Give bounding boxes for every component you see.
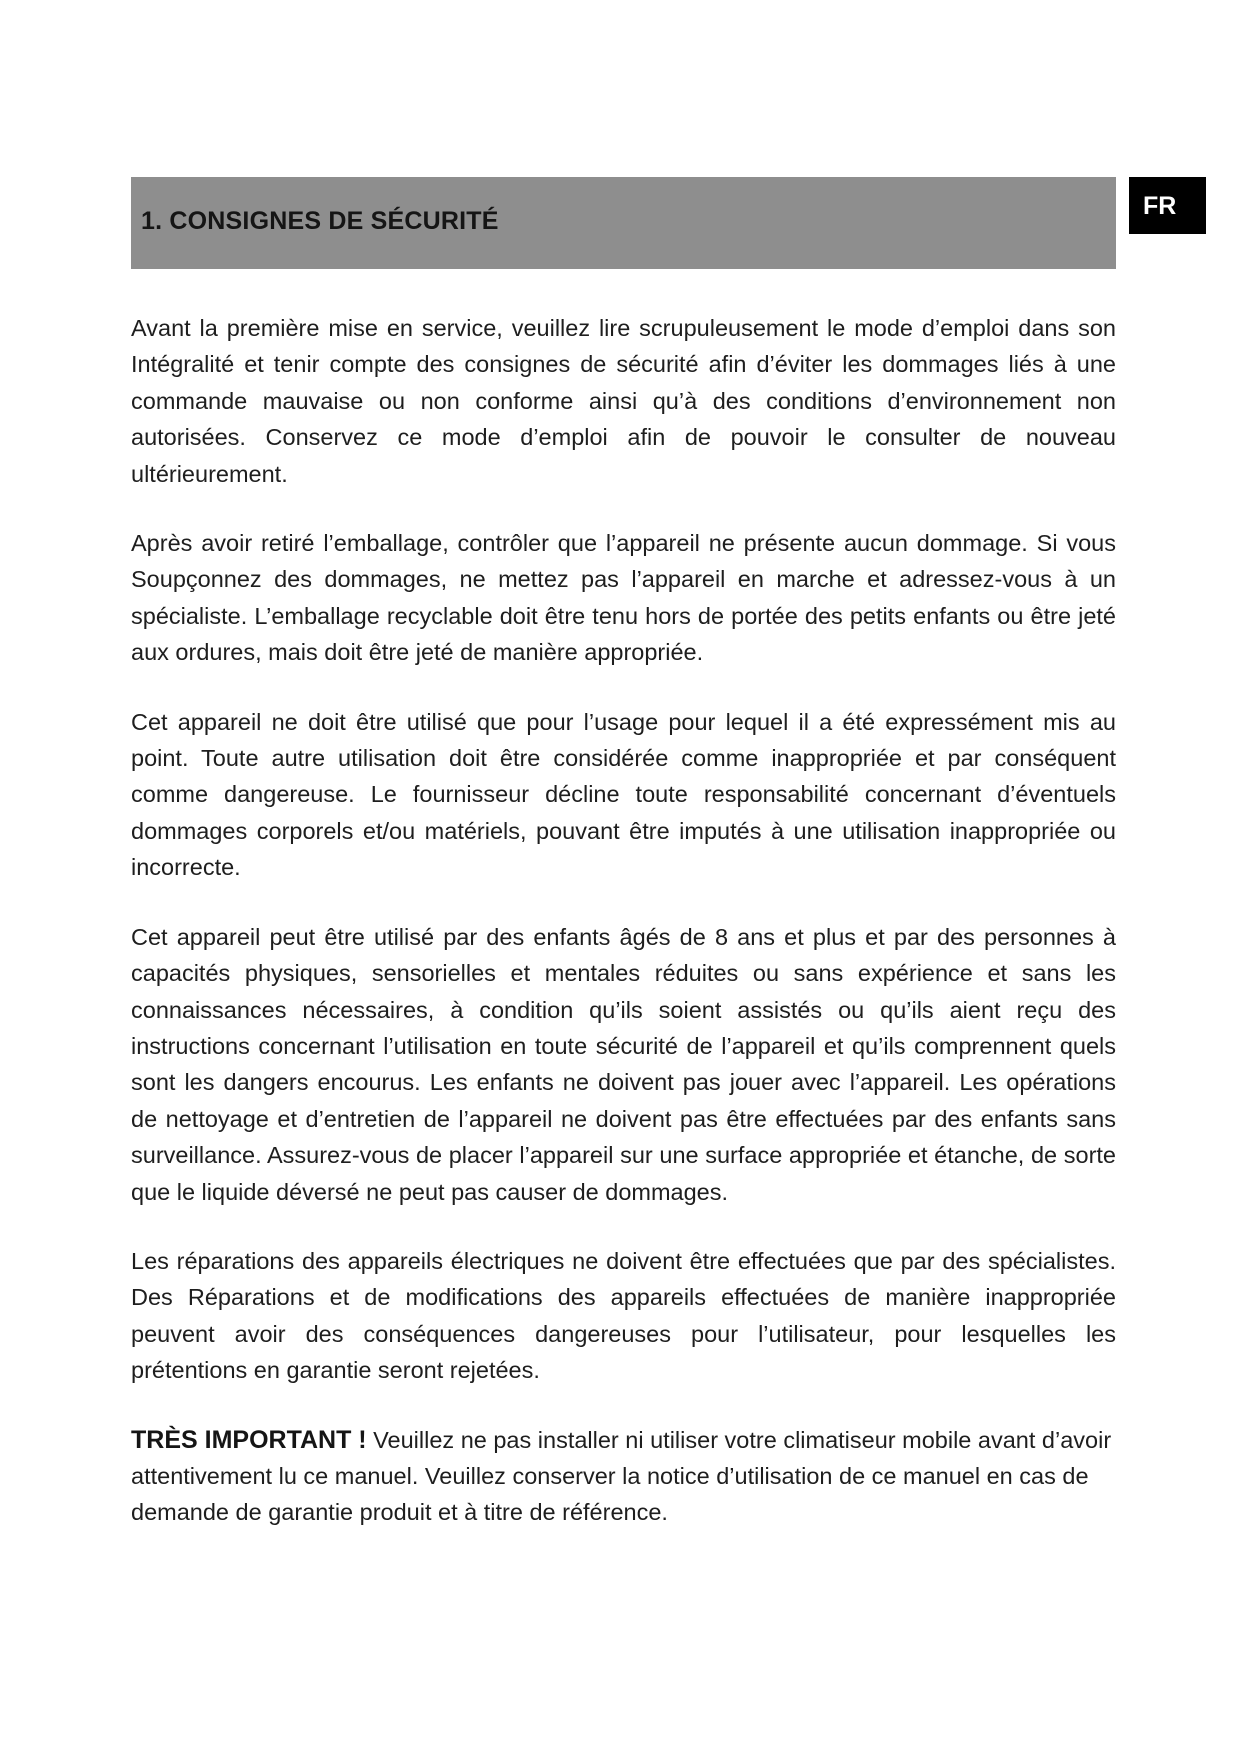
important-text: Veuillez ne pas installer ni utiliser votre climatiseur mobile avant d’avoir attentivement lu ce manuel. Veuillez conserver la notice d’utilisation de ce manuel en cas de demande de garantie produit et à titre de référence. [131,1426,1112,1526]
section-title: 1. CONSIGNES DE SÉCURITÉ [141,207,499,235]
paragraph-first-use: Avant la première mise en service, veuillez lire scrupuleusement le mode d’emploi dans son Intégralité et tenir compte des consignes de sécurité afin d’éviter les dommages liés à une commande mauvaise ou non conforme ainsi qu’à des conditions d’environnement non autorisées. Conservez ce mode d’emploi afin de pouvoir le consulter de nouveau ultérieurement. [131,315,1116,487]
paragraph-important [131,1422,1116,1531]
paragraph-packaging: Après avoir retiré l’emballage, contrôler que l’appareil ne présente aucun dommage. Si vous Soupçonnez des dommages, ne mettez pas l’appareil en marche et adressez-vous à un spécialiste. L’emballage recyclable doit être tenu hors de portée des petits enfants ou être jeté aux ordures, mais doit être jeté de manière appropriée. [131,530,1116,666]
body-content [131,310,1116,1564]
paragraph-repairs: Les réparations des appareils électriques ne doivent être effectuées que par des spécialistes. Des Réparations et de modifications des appareils effectuées de manière inappropriée peuvent avoir des conséquences dangereuses pour l’utilisateur, pour lesquelles les prétentions en garantie seront rejetées. [131,1247,1116,1384]
paragraph-children-safety: Cet appareil peut être utilisé par des enfants âgés de 8 ans et plus et par des personnes à capacités physiques, sensorielles et mentales réduites ou sans expérience et sans les connaissances nécessaires, à condition qu’ils soient assistés ou qu’ils aient reçu des instructions concernant l’utilisation en toute sécurité de l’appareil et qu’ils comprennent quels sont les dangers encourus. Les enfants ne doivent pas jouer avec l’appareil. Les opérations de nettoyage et d’entretien de l’appareil ne doivent pas être effectuées par des enfants sans surveillance. Assurez-vous de placer l’appareil sur une surface appropriée et étanche, de sorte que le liquide déversé ne peut pas causer de dommages. [131,923,1116,1205]
section-header-bar [131,177,1116,269]
paragraph-intended-use: Cet appareil ne doit être utilisé que pour l’usage pour lequel il a été expressément mis au point. Toute autre utilisation doit être considérée comme inappropriée et par conséquent comme dangereuse. Le fournisseur décline toute responsabilité concernant d’éventuels dommages corporels et/ou matériels, pouvant être imputés à une utilisation inappropriée ou incorrecte. [131,708,1116,881]
important-label: TRÈS IMPORTANT ! [131,1425,367,1454]
language-tab: FR [1129,177,1206,234]
